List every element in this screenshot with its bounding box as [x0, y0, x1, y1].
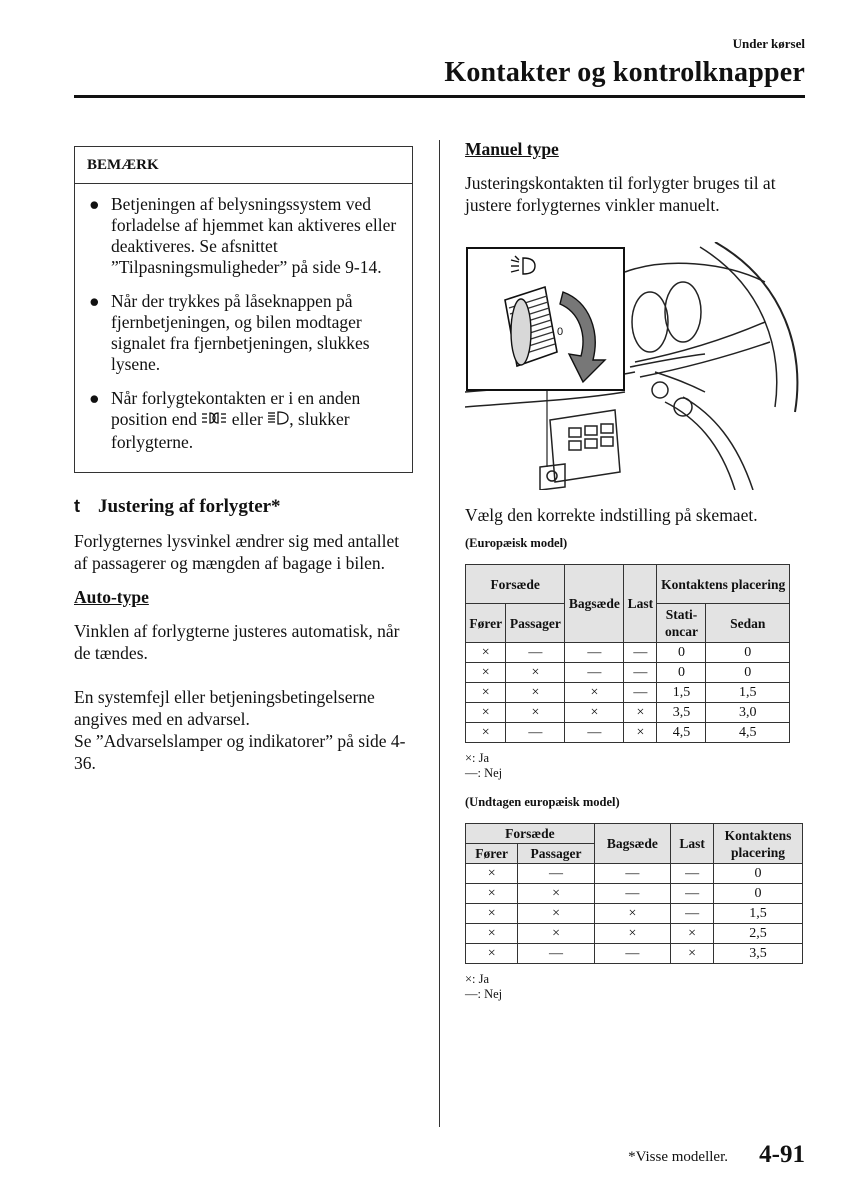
table-row — [466, 643, 790, 663]
table-row — [466, 663, 790, 683]
table-cell: — — [518, 944, 594, 964]
right-column — [465, 138, 805, 1002]
table-cell: × — [671, 944, 714, 964]
european-legend — [465, 751, 805, 781]
table-cell: 1,5 — [714, 904, 803, 924]
section-heading-text: Justering af forlygter* — [98, 496, 281, 517]
table-cell: × — [466, 924, 518, 944]
table-row — [466, 723, 790, 743]
col-rear-seat: Bagsæde — [565, 565, 624, 643]
table-cell: 0 — [657, 663, 706, 683]
auto-type-paragraph: Vinklen af forlygterne justeres automatisk, når de tændes. — [74, 621, 400, 663]
table-row — [466, 944, 803, 964]
note-item-text: Betjeningen af belysningssystem ved forladelse af hjemmet kan aktiveres eller deaktiveres. Se afsnittet ”Tilpasningsmuligheder” på side 9-14. — [111, 194, 397, 277]
table-cell: — — [506, 643, 565, 663]
table-cell: 3,5 — [657, 703, 706, 723]
table-row — [466, 924, 803, 944]
fault-paragraph: En systemfejl eller betjeningsbetingelserne angives med en advarsel. — [74, 687, 375, 729]
note-item-text-before: Når forlygtekontakten er i en anden position end — [111, 388, 361, 429]
table-row — [466, 904, 803, 924]
legend-no: —: Nej — [465, 987, 503, 1001]
table-cell: — — [565, 643, 624, 663]
left-column — [74, 146, 414, 774]
table-cell: — — [671, 884, 714, 904]
note-list — [75, 184, 412, 472]
col-load: Last — [671, 824, 714, 864]
section-marker: t — [74, 496, 80, 516]
table-cell: × — [466, 864, 518, 884]
table-row — [466, 683, 790, 703]
intro-paragraph: Forlygternes lysvinkel ændrer sig med antallet af passagerer og mængden af bagage i bilen. — [74, 531, 400, 573]
col-sedan: Sedan — [706, 604, 790, 643]
note-item — [87, 291, 400, 375]
col-rear-seat: Bagsæde — [594, 824, 670, 864]
table-cell: 1,5 — [657, 683, 706, 703]
column-divider — [439, 140, 440, 1127]
note-box — [74, 146, 413, 473]
table-cell: — — [671, 904, 714, 924]
legend-no: —: Nej — [465, 766, 503, 780]
section-label: Under kørsel — [732, 36, 805, 51]
manual-type-heading: Manuel type — [465, 139, 559, 159]
table-cell: 3,0 — [706, 703, 790, 723]
table-cell: 0 — [706, 643, 790, 663]
note-item-text: Når der trykkes på låseknappen på fjernbetjeningen, og bilen modtager signalet fra fjernbetjeningen, slukkes lysene. — [111, 291, 370, 374]
table-cell: 0 — [706, 663, 790, 683]
table-cell: 4,5 — [657, 723, 706, 743]
page-number: 4-91 — [759, 1141, 805, 1168]
table-cell: × — [466, 643, 506, 663]
table-cell: × — [506, 663, 565, 683]
parking-light-icon — [201, 414, 227, 429]
table-cell: 4,5 — [706, 723, 790, 743]
table-cell: × — [594, 904, 670, 924]
bullet-icon: ● — [89, 291, 100, 311]
col-wagon: Stati-oncar — [657, 604, 706, 643]
table-cell: 2,5 — [714, 924, 803, 944]
col-load: Last — [624, 565, 657, 643]
headlight-icon — [267, 414, 289, 429]
table-cell: × — [506, 703, 565, 723]
dashboard-illustration — [465, 242, 805, 490]
section-heading — [74, 495, 414, 518]
table-cell: × — [466, 944, 518, 964]
select-instruction: Vælg den korrekte indstilling på skemaet. — [465, 505, 758, 525]
table-cell: — — [624, 663, 657, 683]
auto-type-heading: Auto-type — [74, 587, 149, 607]
table-cell: — — [594, 884, 670, 904]
note-heading: BEMÆRK — [75, 147, 412, 184]
note-item-text-middle: eller — [227, 409, 268, 429]
table-cell: × — [466, 884, 518, 904]
table-cell: × — [565, 683, 624, 703]
col-front-seat: Forsæde — [466, 824, 595, 844]
table-cell: 0 — [657, 643, 706, 663]
european-setting-table — [465, 564, 790, 743]
other-setting-table — [465, 823, 803, 964]
other-legend — [465, 972, 805, 1002]
table-cell: × — [518, 904, 594, 924]
wheel-setting-label: 0 — [557, 326, 564, 338]
note-item-text-after: , slukker forlygterne. — [111, 409, 350, 452]
table-cell: 0 — [714, 864, 803, 884]
table-cell: 1,5 — [706, 683, 790, 703]
note-item — [87, 194, 400, 278]
table-cell: — — [594, 864, 670, 884]
col-setting: Kontaktens placering — [714, 824, 803, 864]
footnote: *Visse modeller. — [628, 1149, 728, 1165]
table-cell: × — [466, 703, 506, 723]
bullet-icon: ● — [89, 388, 100, 408]
note-item — [87, 388, 400, 453]
table-cell: — — [624, 683, 657, 703]
other-model-label: (Undtagen europæisk model) — [465, 795, 620, 809]
col-driver: Fører — [466, 844, 518, 864]
manual-type-paragraph: Justeringskontakten til forlygter bruges til at justere forlygternes vinkler manuelt. — [465, 173, 776, 215]
col-driver: Fører — [466, 604, 506, 643]
title-rule — [74, 95, 805, 98]
legend-yes: ×: Ja — [465, 751, 490, 765]
table-row — [466, 864, 803, 884]
table-row — [466, 884, 803, 904]
table-cell: — — [565, 663, 624, 683]
table-cell: — — [624, 643, 657, 663]
table-cell: × — [565, 703, 624, 723]
col-passenger: Passager — [506, 604, 565, 643]
page-title: Kontakter og kontrolknapper — [444, 57, 805, 88]
col-setting: Kontaktens placering — [657, 565, 790, 604]
table-cell: × — [466, 904, 518, 924]
table-cell: × — [466, 683, 506, 703]
bullet-icon: ● — [89, 194, 100, 214]
table-cell: × — [518, 884, 594, 904]
table-cell: × — [594, 924, 670, 944]
legend-yes: ×: Ja — [465, 972, 490, 986]
table-cell: — — [594, 944, 670, 964]
table-cell: — — [506, 723, 565, 743]
reference-paragraph: Se ”Advarselslamper og indikatorer” på side 4-36. — [74, 731, 406, 773]
table-cell: — — [518, 864, 594, 884]
table-cell: × — [466, 663, 506, 683]
table-cell: — — [671, 864, 714, 884]
table-cell: 0 — [714, 884, 803, 904]
col-front-seat: Forsæde — [466, 565, 565, 604]
table-cell: × — [624, 703, 657, 723]
table-cell: — — [565, 723, 624, 743]
table-row — [466, 703, 790, 723]
headlight-leveling-figure — [465, 242, 805, 490]
table-cell: × — [671, 924, 714, 944]
european-model-label: (Europæisk model) — [465, 536, 568, 550]
table-cell: × — [624, 723, 657, 743]
table-cell: × — [466, 723, 506, 743]
col-passenger: Passager — [518, 844, 594, 864]
table-cell: × — [518, 924, 594, 944]
table-cell: 3,5 — [714, 944, 803, 964]
table-cell: × — [506, 683, 565, 703]
